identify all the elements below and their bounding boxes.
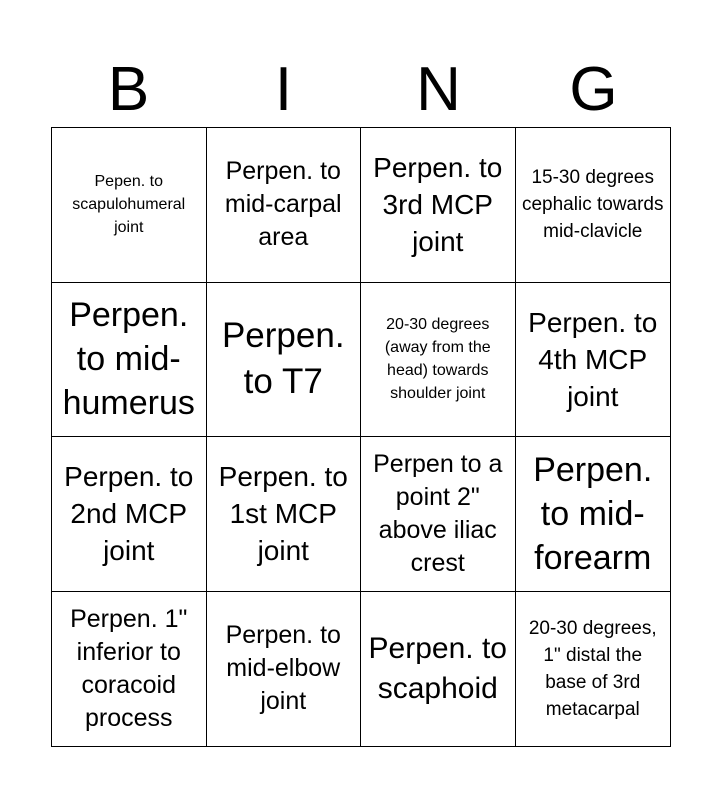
header-letter-i: I bbox=[274, 55, 293, 124]
bingo-cell-r3c2[interactable]: Perpen. to 1st MCP joint bbox=[207, 437, 362, 592]
bingo-cell-r2c3[interactable]: 20-30 degrees (away from the head) towards shoulder joint bbox=[361, 283, 516, 438]
bingo-cell-r4c3[interactable]: Perpen. to scaphoid bbox=[361, 592, 516, 747]
header-letter-b: B bbox=[107, 55, 150, 124]
bingo-cell-r1c3[interactable]: Perpen. to 3rd MCP joint bbox=[361, 128, 516, 283]
bingo-cell-r2c2[interactable]: Perpen. to T7 bbox=[207, 283, 362, 438]
bingo-board bbox=[51, 127, 671, 747]
bingo-cell-r4c2[interactable]: Perpen. to mid-elbow joint bbox=[207, 592, 362, 747]
bingo-cell-r1c1[interactable]: Pepen. to scapulohumeral joint bbox=[52, 128, 207, 283]
bingo-cell-r1c2[interactable]: Perpen. to mid-carpal area bbox=[207, 128, 362, 283]
bingo-cell-r3c4[interactable]: Perpen. to mid-forearm bbox=[516, 437, 671, 592]
bingo-cell-r3c3[interactable]: Perpen to a point 2" above iliac crest bbox=[361, 437, 516, 592]
bingo-cell-r4c4[interactable]: 20-30 degrees, 1" distal the base of 3rd metacarpal bbox=[528, 617, 657, 720]
bingo-header bbox=[51, 52, 671, 128]
bingo-cell-r2c1[interactable]: Perpen. to mid-humerus bbox=[52, 283, 207, 438]
bingo-cell-r2c4[interactable]: Perpen. to 4th MCP joint bbox=[516, 283, 671, 438]
bingo-cell-r4c1[interactable]: Perpen. 1" inferior to coracoid process bbox=[52, 592, 207, 747]
bingo-cell-r3c1[interactable]: Perpen. to 2nd MCP joint bbox=[52, 437, 207, 592]
header-letter-n: N bbox=[416, 55, 461, 124]
header-letter-g: G bbox=[569, 55, 618, 124]
bingo-cell-r1c4[interactable]: 15-30 degrees cephalic towards mid-clavicle bbox=[516, 128, 671, 283]
